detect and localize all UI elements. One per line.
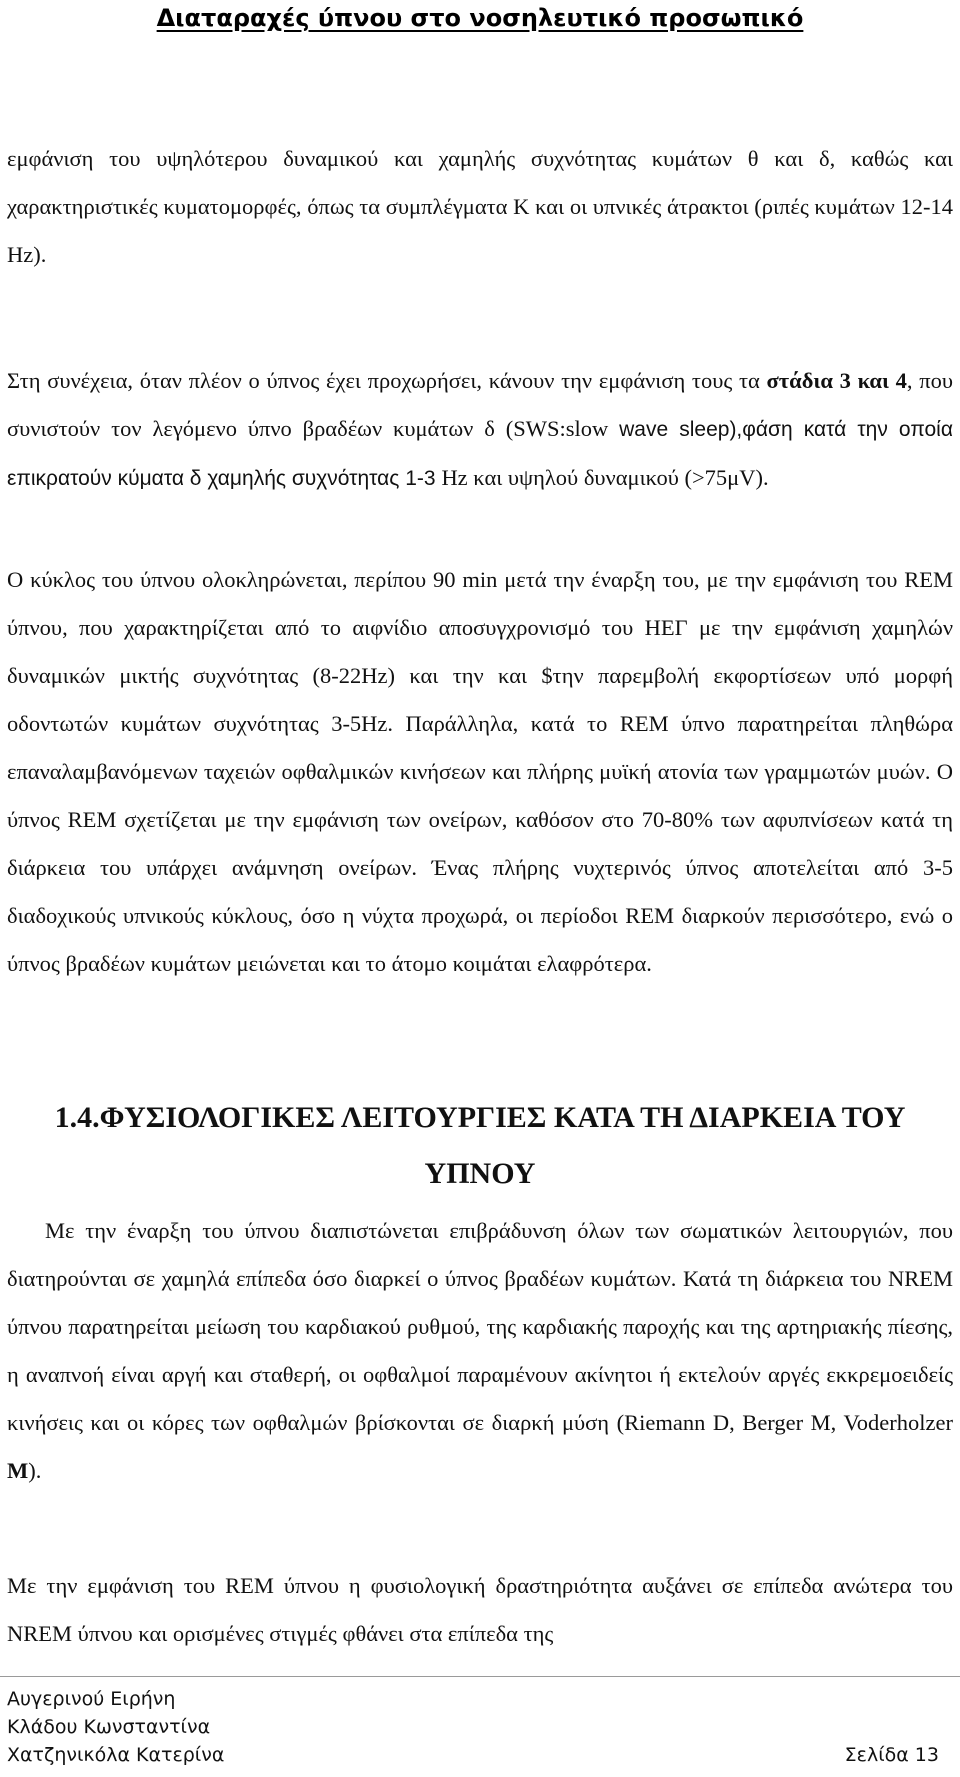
page-header-title: Διαταραχές ύπνου στο νοσηλευτικό προσωπικό	[156, 4, 804, 32]
footer-divider	[0, 1676, 960, 1677]
page-footer	[7, 1685, 953, 1769]
p4-bold-m: M	[7, 1458, 29, 1483]
p2-text-b: , που συνιστούν τον λεγόμενο ύπνο βραδέων κυμάτων δ (SWS:slow	[7, 368, 954, 441]
p3-text-b: Παράλληλα, κατά το REM ύπνο παρατηρείται πληθώρα επαναλαμβανόμενων ταχειών οφθαλμικών κινήσεων και πλήρης μυϊκή ατονία των γραμμωτών μυών. Ο ύπνος REM σχετίζεται με την εμφάνιση των ονείρων, καθόσον στο 70-80% των αφυπνίσεων κατά τη διάρκεια του υπάρχει ανάμνηση ονείρων. Ένας πλήρης νυχτερινός ύπνος αποτελείται από 3-5 διαδοχικούς υπνικούς κύκλους, όσο η νύχτα προχωρά, οι περίοδοι REM διαρκούν περισσότερο, ενώ ο ύπνος βραδέων κυμάτων μειώνεται και το άτομο κοιμάται ελαφρότερα.	[7, 711, 953, 976]
p2-text-a: Στη συνέχεια, όταν πλέον ο ύπνος έχει προχωρήσει, κάνουν την εμφάνιση τους τα	[7, 368, 767, 393]
p2-bold-stages: στάδια 3 και 4	[766, 368, 907, 393]
footer-page-number: Σελίδα 13	[844, 1744, 939, 1766]
p3-text-a: Ο κύκλος του ύπνου ολοκληρώνεται, περίπου 90 min μετά την έναρξη του, με την εμφάνιση του REM ύπνου, που χαρακτηρίζεται από το αιφνίδιο αποσυγχρονισμό του ΗΕΓ με την εμφάνιση χαμηλών δυναμικών μικτής συχνότητας (8-22Hz) και την και $την παρεμβολή εκφορτίσεων υπό μορφή οδοντωτών κυμάτων συχνότητας 3-5Hz.	[7, 567, 953, 736]
paragraph-sleep-stages-3-4	[7, 357, 953, 503]
p4-text-b: ).	[28, 1458, 42, 1483]
footer-author-1: Αυγερινού Ειρήνη	[7, 1688, 176, 1710]
section-heading-physiological-functions: 1.4.ΦΥΣΙΟΛΟΓΙΚΕΣ ΛΕΙΤΟΥΡΓΙΕΣ ΚΑΤΑ ΤΗ ΔΙΑΡΚΕΙΑ ΤΟΥ ΥΠΝΟΥ	[54, 1101, 906, 1190]
paragraph-sleep-stage-2: εμφάνιση του υψηλότερου δυναμικού και χαμηλής συχνότητας κυμάτων θ και δ, καθώς και χαρακτηριστικές κυματομορφές, όπως τα συμπλέγματα Κ και οι υπνικές άτρακτοι (ριπές κυμάτων 12-14 Hz).	[7, 146, 953, 267]
paragraph-rem-sleep	[7, 556, 953, 988]
p2-text-d: Hz και υψηλού δυναμικού (>75μV).	[441, 465, 769, 490]
footer-author-2: Κλάδου Κωνσταντίνα	[7, 1716, 211, 1738]
paragraph-nrem-physiology	[7, 1207, 953, 1495]
footer-author-3: Χατζηνικόλα Κατερίνα	[7, 1744, 225, 1766]
paragraph-rem-physiology: Με την εμφάνιση του REM ύπνου η φυσιολογική δραστηριότητα αυξάνει σε επίπεδα ανώτερα του NREM ύπνου και ορισμένες στιγμές φθάνει στα επίπεδα της	[7, 1573, 953, 1646]
p4-text-a: Με την έναρξη του ύπνου διαπιστώνεται επιβράδυνση όλων των σωματικών λειτουργιών, που διατηρούνται σε χαμηλά επίπεδα όσο διαρκεί ο ύπνος βραδέων κυμάτων. Κατά τη διάρκεια του NREM ύπνου παρατηρείται μείωση του καρδιακού ρυθμού, της καρδιακής παροχής και της αρτηριακής πίεσης, η αναπνοή είναι αργή και σταθερή, οι οφθαλμοί παραμένουν ακίνητοι ή εκτελούν αργές εκκρεμοειδείς κινήσεις και οι κόρες των οφθαλμών βρίσκονται σε διαρκή μύση (Riemann D, Berger M, Voderholzer	[7, 1218, 953, 1435]
p2-text-c: wave sleep),φάση κατά την οποία επικρατούν κύματα δ χαμηλής συχνότητας 1-3	[7, 418, 953, 490]
